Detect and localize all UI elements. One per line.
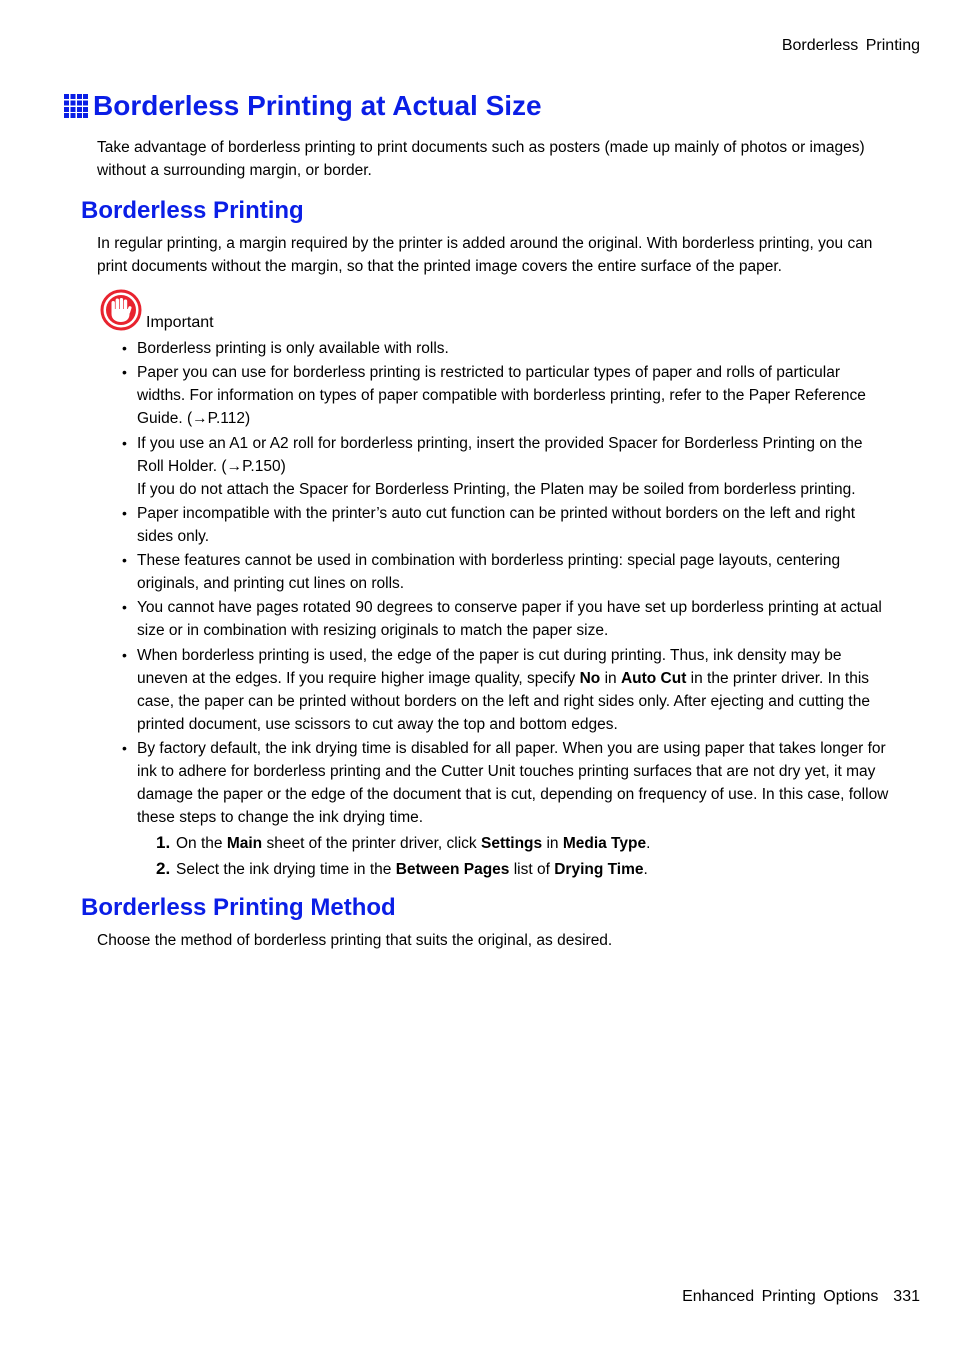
steps-list xyxy=(156,830,876,882)
list-item: • Paper you can use for borderless printing is restricted to particular types of paper and rolls of particular widths. For information on types of paper compatible with borderless printing, refer to the Paper Reference Guide. (→P.112) xyxy=(120,361,890,430)
step-2: 2. Select the ink drying time in the Between Pages list of Drying Time. xyxy=(156,859,648,878)
step-1: 1. On the Main sheet of the printer driver, click Settings in Media Type. xyxy=(156,833,651,852)
footer-chapter: Enhanced Printing Options xyxy=(682,1288,879,1305)
page-number: 331 xyxy=(893,1288,920,1305)
list-item: • By factory default, the ink drying time is disabled for all paper. When you are using paper that takes longer for ink to adhere for borderless printing and the Cutter Unit touches printing surfaces that are not dry yet, it may damage the paper or the edge of the document that is cut, depending on frequency of use. In this case, follow these steps to change the ink drying time. xyxy=(120,737,890,829)
list-item: • When borderless printing is used, the edge of the paper is cut during printing. Thus, ink density may be uneven at the edges. If you require higher image quality, specify No in Auto Cut in the printer driver. In this case, the paper can be printed without borders on the left and right sides only. After ejecting and cutting the printed document, use scissors to cut away the top and bottom edges. xyxy=(120,644,890,736)
section-paragraph-borderless-printing-method: Choose the method of borderless printing that suits the original, as desired. xyxy=(97,932,613,949)
list-item: • If you use an A1 or A2 roll for borderless printing, insert the provided Spacer for Borderless Printing on the Roll Holder. (→P.150) If you do not attach the Spacer for Borderless Printing, the Platen may be soiled from borderless printing. xyxy=(120,432,890,501)
option-no: No xyxy=(579,669,601,687)
important-notes-list xyxy=(120,337,890,830)
list-item: • Paper incompatible with the printer’s auto cut function can be printed without borders on the left and right sides only. xyxy=(120,502,890,548)
list-item: • You cannot have pages rotated 90 degrees to conserve paper if you have set up borderless printing at actual size or in combination with resizing originals to match the paper size. xyxy=(120,596,890,642)
page-footer xyxy=(682,1288,920,1306)
section-heading-borderless-printing: Borderless Printing xyxy=(81,197,304,224)
list-item: • These features cannot be used in combination with borderless printing: special page layouts, centering originals, and printing cut lines on rolls. xyxy=(120,549,890,595)
important-label: Important xyxy=(146,314,214,331)
section-paragraph-borderless-printing: In regular printing, a margin required by the printer is added around the original. With borderless printing, you can print documents without the margin, so that the printed image covers the entire surface of the paper. xyxy=(97,235,873,275)
option-auto-cut: Auto Cut xyxy=(620,669,687,687)
section-heading-borderless-printing-method: Borderless Printing Method xyxy=(81,894,396,921)
grid-icon xyxy=(64,94,88,118)
intro-paragraph: Take advantage of borderless printing to print documents such as posters (made up mainly of photos or images) without a surrounding margin, or border. xyxy=(97,139,865,179)
title-row xyxy=(64,88,542,124)
list-item: • Borderless printing is only available with rolls. xyxy=(120,337,890,360)
page-title: Borderless Printing at Actual Size xyxy=(93,90,542,121)
running-header: Borderless Printing xyxy=(781,37,920,54)
important-hand-icon xyxy=(100,289,142,331)
sub-note: If you do not attach the Spacer for Borderless Printing, the Platen may be soiled from borderless printing. xyxy=(137,480,856,498)
